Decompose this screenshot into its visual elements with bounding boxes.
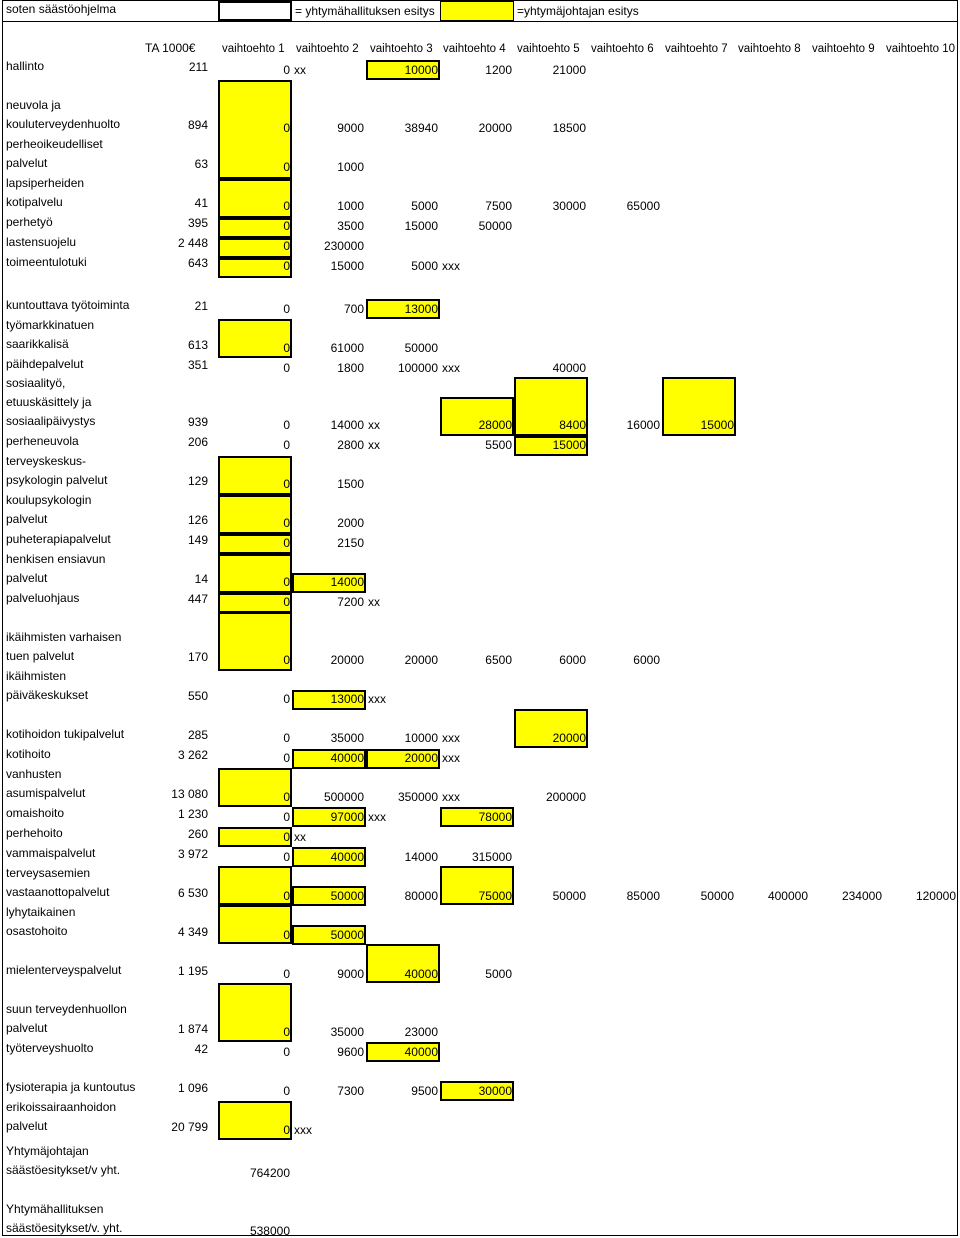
row-ta-value: 14 <box>194 572 208 586</box>
row-label: perheneuvola <box>6 434 79 448</box>
total-label: Yhtymäjohtajan <box>6 1144 89 1158</box>
row-label: koulupsykologin <box>6 493 92 507</box>
row-value: 10000 <box>404 63 438 77</box>
row-value: 0 <box>283 928 290 942</box>
row-value: 30000 <box>478 1084 512 1098</box>
row-value: 50000 <box>552 889 586 903</box>
row-value: 234000 <box>841 889 882 903</box>
row-value: 0 <box>283 219 290 233</box>
row-label: päiväkeskukset <box>6 688 89 702</box>
row-value: xx <box>368 418 380 432</box>
row-label: kotihoidon tukipalvelut <box>6 727 125 741</box>
row-label: neuvola ja <box>6 98 61 112</box>
row-value: 35000 <box>330 731 364 745</box>
row-value: 9000 <box>337 121 364 135</box>
row-label: työterveyshuolto <box>6 1041 94 1055</box>
row-value: 0 <box>283 790 290 804</box>
header-option-4: vaihtoehto 4 <box>443 43 506 55</box>
row-ta-value: 1 874 <box>177 1022 208 1036</box>
row-ta-value: 643 <box>187 256 208 270</box>
row-value: xxx <box>294 1123 312 1137</box>
row-value: 120000 <box>915 889 956 903</box>
row-value: 13000 <box>404 302 438 316</box>
row-value: 10000 <box>404 731 438 745</box>
sheet-title: soten säästöohjelma <box>6 2 117 16</box>
row-value: 0 <box>283 160 290 174</box>
legend-divider <box>2 21 958 22</box>
row-value: 1000 <box>337 199 364 213</box>
header-option-8: vaihtoehto 8 <box>738 43 801 55</box>
header-option-5: vaihtoehto 5 <box>517 43 580 55</box>
row-value: 0 <box>283 1025 290 1039</box>
row-value: 0 <box>283 1084 290 1098</box>
row-value: 30000 <box>552 199 586 213</box>
row-label: vastaanottopalvelut <box>6 885 110 899</box>
row-value: 3500 <box>337 219 364 233</box>
row-value: 40000 <box>330 751 364 765</box>
row-value: xx <box>368 438 380 452</box>
row-value: 0 <box>283 302 290 316</box>
row-value: 35000 <box>330 1025 364 1039</box>
total-value: 538000 <box>249 1224 290 1238</box>
row-label: lapsiperheiden <box>6 176 85 190</box>
row-ta-value: 395 <box>187 216 208 230</box>
row-value: 50000 <box>404 341 438 355</box>
row-ta-value: 351 <box>187 358 208 372</box>
row-value: 97000 <box>330 810 364 824</box>
row-value: 8400 <box>559 418 586 432</box>
row-ta-value: 63 <box>194 157 208 171</box>
row-label: perhetyö <box>6 215 53 229</box>
row-label: terveysasemien <box>6 866 91 880</box>
row-value: 700 <box>343 302 364 316</box>
row-value: 2000 <box>337 516 364 530</box>
row-value: 5000 <box>411 199 438 213</box>
row-value: 14000 <box>330 575 364 589</box>
row-value: 0 <box>283 259 290 273</box>
row-value: 7300 <box>337 1084 364 1098</box>
row-label: fysioterapia ja kuntoutus <box>6 1080 136 1094</box>
row-label: henkisen ensiavun <box>6 552 106 566</box>
row-label: kotipalvelu <box>6 195 63 209</box>
row-value: 0 <box>283 361 290 375</box>
row-value: 0 <box>283 341 290 355</box>
row-ta-value: 285 <box>187 728 208 742</box>
row-value: 9000 <box>337 967 364 981</box>
row-value: 61000 <box>330 341 364 355</box>
row-value: xx <box>294 63 306 77</box>
row-value: 1500 <box>337 477 364 491</box>
row-value: xxx <box>442 259 460 273</box>
row-ta-value: 613 <box>187 338 208 352</box>
row-label: perheoikeudelliset <box>6 137 103 151</box>
row-value: 0 <box>283 121 290 135</box>
row-ta-value: 126 <box>187 513 208 527</box>
row-label: työmarkkinatuen <box>6 318 95 332</box>
row-value: 75000 <box>478 889 512 903</box>
row-value: 13000 <box>330 692 364 706</box>
row-value: 0 <box>283 967 290 981</box>
row-value: 85000 <box>626 889 660 903</box>
row-ta-value: 13 080 <box>171 787 208 801</box>
row-label: lastensuojelu <box>6 235 77 249</box>
row-label: terveyskeskus- <box>6 454 87 468</box>
row-ta-value: 894 <box>187 118 208 132</box>
header-option-2: vaihtoehto 2 <box>296 43 359 55</box>
row-label: psykologin palvelut <box>6 473 108 487</box>
row-value: xxx <box>442 751 460 765</box>
row-label: kouluterveydenhuolto <box>6 117 121 131</box>
row-label: mielenterveyspalvelut <box>6 963 122 977</box>
sheet-frame <box>2 0 958 1236</box>
row-ta-value: 20 799 <box>171 1120 208 1134</box>
row-value: 80000 <box>404 889 438 903</box>
header-option-7: vaihtoehto 7 <box>665 43 728 55</box>
row-value: 0 <box>283 595 290 609</box>
row-value: 0 <box>283 830 290 844</box>
row-value: 6000 <box>559 653 586 667</box>
row-value: 50000 <box>330 889 364 903</box>
row-value: 230000 <box>323 239 364 253</box>
row-value: 0 <box>283 477 290 491</box>
row-value: 7200 <box>337 595 364 609</box>
row-value: 0 <box>283 810 290 824</box>
row-value: xxx <box>368 692 386 706</box>
row-ta-value: 211 <box>188 60 208 74</box>
row-value: 500000 <box>323 790 364 804</box>
header-ta: TA 1000€ <box>145 41 196 55</box>
row-value: 40000 <box>404 967 438 981</box>
row-label: asumispalvelut <box>6 786 86 800</box>
row-value: 5000 <box>485 967 512 981</box>
row-label: toimeentulotuki <box>6 255 87 269</box>
row-label: puheterapiapalvelut <box>6 532 111 546</box>
row-value: 200000 <box>545 790 586 804</box>
row-value: 16000 <box>626 418 660 432</box>
row-value: 0 <box>283 239 290 253</box>
row-value: 0 <box>283 653 290 667</box>
row-value: 0 <box>283 751 290 765</box>
row-label: perhehoito <box>6 826 63 840</box>
row-label: suun terveydenhuollon <box>6 1002 127 1016</box>
row-value: 20000 <box>404 653 438 667</box>
row-label: sosiaalityö, <box>6 376 66 390</box>
row-value: 0 <box>283 850 290 864</box>
row-value: 0 <box>283 199 290 213</box>
row-value: 40000 <box>330 850 364 864</box>
row-value: 15000 <box>330 259 364 273</box>
row-label: kuntouttava työtoiminta <box>6 298 130 312</box>
row-ta-value: 1 230 <box>177 807 208 821</box>
row-label: tuen palvelut <box>6 649 75 663</box>
row-ta-value: 170 <box>187 650 208 664</box>
row-label: vammaispalvelut <box>6 846 96 860</box>
row-value: 21000 <box>552 63 586 77</box>
row-value: xxx <box>368 810 386 824</box>
row-ta-value: 3 262 <box>177 748 208 762</box>
row-label: ikäihmisten <box>6 669 67 683</box>
row-value: 40000 <box>552 361 586 375</box>
row-value: 6500 <box>485 653 512 667</box>
row-value: 78000 <box>478 810 512 824</box>
total-label: säästöesitykset/v. yht. <box>6 1221 123 1235</box>
row-value: 100000 <box>397 361 438 375</box>
row-value: 0 <box>283 516 290 530</box>
row-value: 20000 <box>404 751 438 765</box>
row-value: 14000 <box>330 418 364 432</box>
row-value: 23000 <box>404 1025 438 1039</box>
row-label: ikäihmisten varhaisen <box>6 630 122 644</box>
row-value: 1200 <box>485 63 512 77</box>
row-ta-value: 1 096 <box>177 1081 208 1095</box>
row-value: 1800 <box>337 361 364 375</box>
row-ta-value: 129 <box>187 474 208 488</box>
row-ta-value: 3 972 <box>177 847 208 861</box>
legend-johtaja-text: =yhtymäjohtajan esitys <box>517 4 639 18</box>
row-value: 20000 <box>330 653 364 667</box>
row-value: 50000 <box>478 219 512 233</box>
row-value: 0 <box>283 731 290 745</box>
row-ta-value: 149 <box>187 533 208 547</box>
total-value: 764200 <box>249 1166 290 1180</box>
row-value: 15000 <box>552 438 586 452</box>
total-label: Yhtymähallituksen <box>6 1202 104 1216</box>
row-label: vanhusten <box>6 767 62 781</box>
row-label: palvelut <box>6 156 48 170</box>
row-value: 20000 <box>552 731 586 745</box>
row-ta-value: 4 349 <box>177 925 208 939</box>
legend-white-box <box>218 1 292 21</box>
row-ta-value: 260 <box>187 827 208 841</box>
row-value: 0 <box>283 1123 290 1137</box>
row-value: xxx <box>442 731 460 745</box>
row-ta-value: 1 195 <box>177 964 208 978</box>
row-value: 0 <box>283 1045 290 1059</box>
row-value: xxx <box>442 361 460 375</box>
row-value: 18500 <box>552 121 586 135</box>
row-value: 400000 <box>767 889 808 903</box>
row-value: 6000 <box>633 653 660 667</box>
row-label: palveluohjaus <box>6 591 80 605</box>
row-value: 0 <box>283 63 290 77</box>
row-value: 40000 <box>404 1045 438 1059</box>
row-value: 14000 <box>404 850 438 864</box>
row-label: osastohoito <box>6 924 68 938</box>
row-ta-value: 206 <box>187 435 208 449</box>
row-label: lyhytaikainen <box>6 905 76 919</box>
row-value: 5500 <box>485 438 512 452</box>
row-value: 0 <box>283 418 290 432</box>
row-value: 65000 <box>626 199 660 213</box>
row-value: 315000 <box>471 850 512 864</box>
row-value: 0 <box>283 692 290 706</box>
row-value: 28000 <box>478 418 512 432</box>
row-value: xxx <box>442 790 460 804</box>
row-label: omaishoito <box>6 806 65 820</box>
header-option-1: vaihtoehto 1 <box>222 43 285 55</box>
row-label: palvelut <box>6 1119 48 1133</box>
row-value: 2800 <box>337 438 364 452</box>
row-value: 15000 <box>404 219 438 233</box>
row-value: 2150 <box>337 536 364 550</box>
row-label: saarikkalisä <box>6 337 69 351</box>
row-ta-value: 6 530 <box>177 886 208 900</box>
row-label: kotihoito <box>6 747 51 761</box>
row-ta-value: 41 <box>194 196 208 210</box>
row-value: xx <box>294 830 306 844</box>
row-value: 50000 <box>700 889 734 903</box>
row-value: 50000 <box>330 928 364 942</box>
row-value: 0 <box>283 536 290 550</box>
row-value: 350000 <box>397 790 438 804</box>
row-value: xx <box>368 595 380 609</box>
header-option-3: vaihtoehto 3 <box>370 43 433 55</box>
row-label: palvelut <box>6 1021 48 1035</box>
total-label: säästöesitykset/v yht. <box>6 1163 121 1177</box>
row-ta-value: 447 <box>187 592 208 606</box>
row-value: 9600 <box>337 1045 364 1059</box>
row-ta-value: 939 <box>187 415 208 429</box>
row-ta-value: 550 <box>187 689 208 703</box>
row-value: 0 <box>283 889 290 903</box>
row-ta-value: 21 <box>194 299 208 313</box>
row-value: 20000 <box>478 121 512 135</box>
legend-yellow-box <box>440 1 514 21</box>
row-value: 38940 <box>404 121 438 135</box>
legend-hallitus-text: = yhtymähallituksen esitys <box>295 4 435 18</box>
row-label: etuuskäsittely ja <box>6 395 92 409</box>
row-label: päihdepalvelut <box>6 357 84 371</box>
row-label: sosiaalipäivystys <box>6 414 96 428</box>
row-value: 9500 <box>411 1084 438 1098</box>
row-value: 0 <box>283 575 290 589</box>
row-value: 15000 <box>700 418 734 432</box>
row-label: palvelut <box>6 512 48 526</box>
header-option-10: vaihtoehto 10 <box>886 43 956 55</box>
row-label: hallinto <box>6 59 45 73</box>
row-ta-value: 2 448 <box>177 236 208 250</box>
row-value: 1000 <box>337 160 364 174</box>
header-option-6: vaihtoehto 6 <box>591 43 654 55</box>
row-label: palvelut <box>6 571 48 585</box>
row-value: 0 <box>283 438 290 452</box>
row-label: erikoissairaanhoidon <box>6 1100 117 1114</box>
row-value: 7500 <box>485 199 512 213</box>
row-ta-value: 42 <box>194 1042 208 1056</box>
row-value: 5000 <box>411 259 438 273</box>
header-option-9: vaihtoehto 9 <box>812 43 875 55</box>
